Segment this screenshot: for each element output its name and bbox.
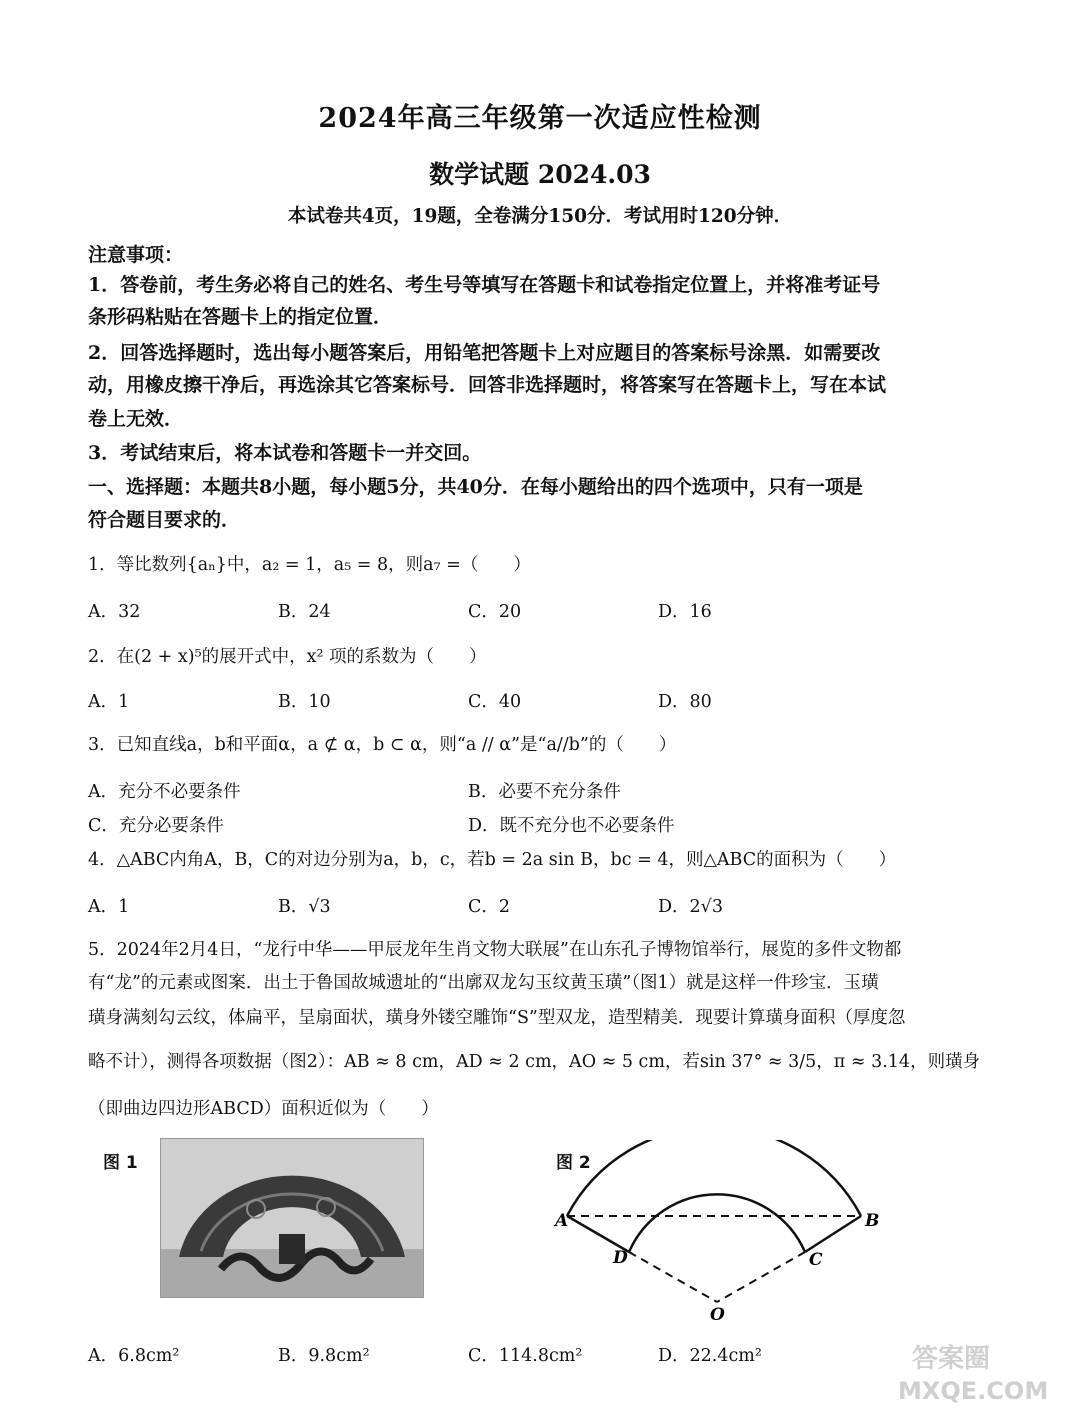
q3-option-d: D．既不充分也不必要条件 (468, 816, 675, 836)
notice-item-2-line-3: 卷上无效． (88, 408, 184, 430)
figure-1-label: 图 1 (103, 1153, 138, 1173)
exam-info: 本试卷共4页，19题，全卷满分150分．考试用时120分钟． (287, 206, 793, 227)
q1-option-c: C．20 (468, 602, 522, 622)
question-3-stem: 3．已知直线a，b和平面α，a ⊄ α，b ⊂ α，则“a // α”是“a//b”的（ ） (88, 735, 677, 755)
point-b-label: B (865, 1211, 880, 1231)
inner-arc (629, 1194, 805, 1252)
q2-option-d: D．80 (658, 692, 712, 712)
q3-option-b: B．必要不充分条件 (468, 782, 621, 802)
notice-item-2-line-1: 2．回答选择题时，选出每小题答案后，用铅笔把答题卡上对应题目的答案标号涂黑．如需要改 (88, 342, 881, 364)
q5-option-c: C．114.8cm² (468, 1346, 583, 1366)
notice-item-2-line-2: 动，用橡皮擦干净后，再选涂其它答案标号．回答非选择题时，将答案写在答题卡上，写在本试 (88, 374, 887, 396)
question-5-line-5: （即曲边四边形ABCD）面积近似为（ ） (88, 1099, 439, 1119)
q3-option-c: C．充分必要条件 (88, 816, 224, 836)
question-5-line-1: 5．2024年2月4日，“龙行中华——甲辰龙年生肖文物大联展”在山东孔子博物馆举行，展览的多件文物都 (88, 940, 902, 960)
question-1-stem: 1．等比数列{aₙ}中，a₂ = 1，a₅ = 8，则a₇ =（ ） (88, 555, 531, 575)
q2-option-a: A．1 (88, 692, 130, 712)
q4-option-b: B．√3 (278, 897, 331, 917)
figure-2-sector-diagram (545, 1140, 890, 1325)
q4-option-a: A．1 (88, 897, 130, 917)
question-2-stem: 2．在(2 + x)⁵的展开式中，x² 项的系数为（ ） (88, 647, 487, 667)
watermark-logo (890, 1337, 1070, 1407)
outer-arc (567, 1140, 861, 1216)
q5-option-a: A．6.8cm² (88, 1346, 180, 1366)
watermark-text-bottom: MXQE.COM (898, 1377, 1049, 1405)
notice-heading: 注意事项： (88, 244, 184, 266)
point-o-label: O (710, 1305, 725, 1325)
q4-option-c: C．2 (468, 897, 511, 917)
notice-item-1-line-2: 条形码粘贴在答题卡上的指定位置． (88, 306, 393, 328)
segment-ad (567, 1216, 629, 1252)
exam-subtitle: 数学试题 2024.03 (429, 160, 651, 189)
q3-option-a: A．充分不必要条件 (88, 782, 241, 802)
point-d-label: D (613, 1248, 628, 1268)
watermark-text-top: 答案圈 (912, 1344, 991, 1374)
segment-bc (805, 1216, 861, 1252)
point-a-label: A (555, 1211, 569, 1231)
q4-option-d: D．2√3 (658, 897, 723, 917)
question-4-stem: 4．△ABC内角A，B，C的对边分别为a，b，c，若b = 2a sin B，bc = 4，则△ABC的面积为（ ） (88, 850, 897, 870)
segment-co (717, 1252, 805, 1302)
q1-option-a: A．32 (88, 602, 141, 622)
exam-title: 2024年高三年级第一次适应性检测 (318, 103, 762, 134)
figure-1-jade-photo (160, 1138, 424, 1298)
figure-2-label: 图 2 (556, 1153, 591, 1173)
notice-item-3: 3．考试结束后，将本试卷和答题卡一并交回。 (88, 442, 482, 464)
q5-option-b: B．9.8cm² (278, 1346, 370, 1366)
q2-option-b: B．10 (278, 692, 331, 712)
section-1-line-1: 一、选择题：本题共8小题，每小题5分，共40分．在每小题给出的四个选项中，只有一项是 (88, 476, 863, 498)
notice-item-1-line-1: 1．答卷前，考生务必将自己的姓名、考生号等填写在答题卡和试卷指定位置上，并将准考证号 (88, 274, 881, 296)
q1-option-b: B．24 (278, 602, 331, 622)
q5-option-d: D．22.4cm² (658, 1346, 762, 1366)
q1-option-d: D．16 (658, 602, 712, 622)
point-c-label: C (809, 1250, 823, 1270)
jade-artifact-image (161, 1139, 423, 1297)
question-5-line-4: 略不计），测得各项数据（图2）：AB ≈ 8 cm，AD ≈ 2 cm，AO ≈ 5 cm，若sin 37° ≈ 3/5，π ≈ 3.14，则璜身 (88, 1052, 981, 1072)
q2-option-c: C．40 (468, 692, 522, 712)
question-5-line-2: 有“龙”的元素或图案．出土于鲁国故城遗址的“出廓双龙勾玉纹黄玉璜”（图1）就是这样一件珍宝．玉璜 (88, 973, 879, 993)
section-1-line-2: 符合题目要求的． (88, 509, 241, 531)
segment-do (629, 1252, 717, 1302)
question-5-line-3: 璜身满刻勾云纹，体扁平，呈扇面状，璜身外镂空雕饰“S”型双龙，造型精美．现要计算璜身面积（厚度忽 (88, 1008, 906, 1028)
